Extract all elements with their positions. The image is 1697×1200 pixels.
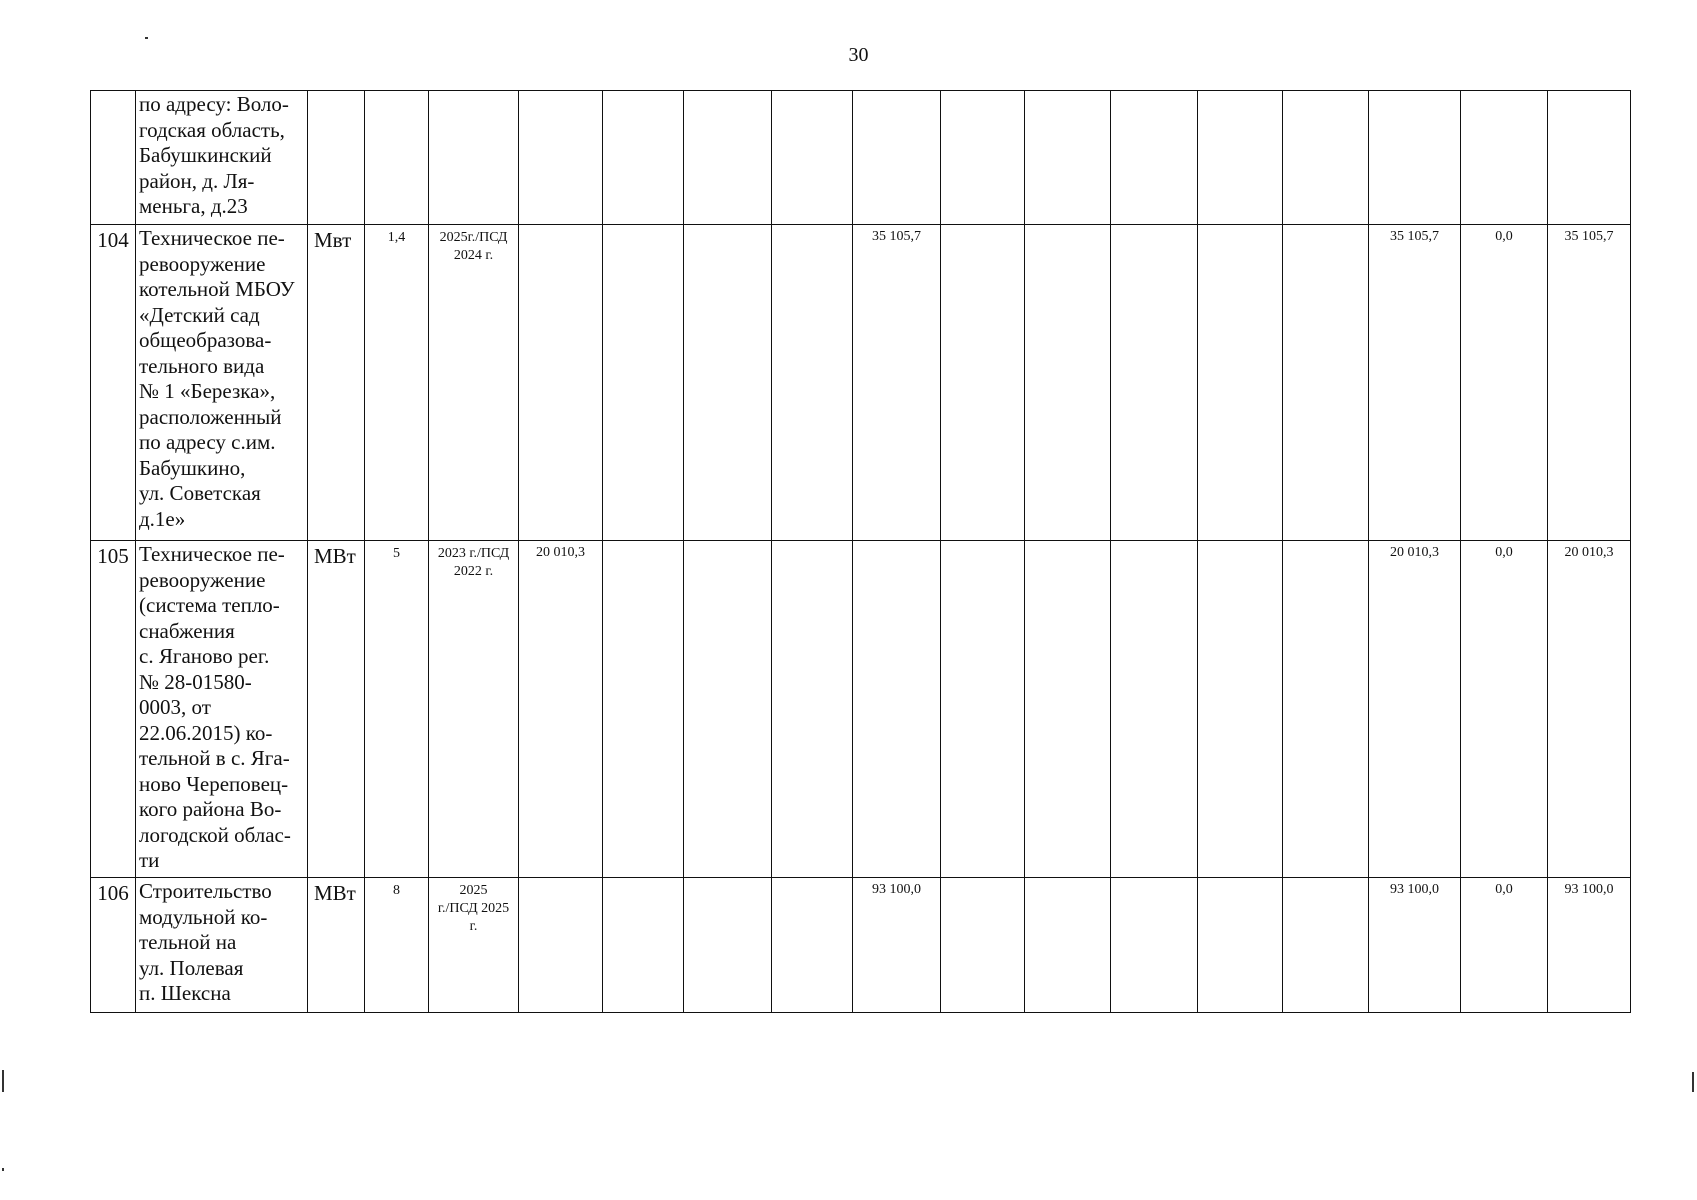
amount-cell <box>684 878 772 1013</box>
amount-cell <box>603 225 684 541</box>
amount-cell <box>1283 541 1369 878</box>
table-row <box>91 91 1631 225</box>
unit-cell <box>308 91 365 225</box>
capacity-cell <box>365 91 429 225</box>
row-number-cell: 104 <box>91 225 136 541</box>
amount-cell <box>603 91 684 225</box>
amount-cell: 35 105,7 <box>1369 225 1461 541</box>
table-row <box>91 541 1631 878</box>
object-name-cell: по адресу: Воло- годская область, Бабушкинский район, д. Ля- меньга, д.23 <box>136 91 308 225</box>
object-name-cell: Техническое пе- ревооружение котельной МБОУ «Детский сад общеобразова- тельного вида № 1 «Березка», расположенный по адресу с.им. Бабушкино, ул. Советская д.1е» <box>136 225 308 541</box>
amount-cell <box>941 878 1025 1013</box>
amount-cell: 20 010,3 <box>1548 541 1631 878</box>
amount-cell <box>1111 91 1198 225</box>
period-cell: 2023 г./ПСД 2022 г. <box>429 541 519 878</box>
amount-cell: 20 010,3 <box>519 541 603 878</box>
amount-cell: 35 105,7 <box>853 225 941 541</box>
table-row <box>91 878 1631 1013</box>
amount-cell <box>1025 878 1111 1013</box>
object-name-cell: Строительство модульной ко- тельной на ул. Полевая п. Шексна <box>136 878 308 1013</box>
amount-cell <box>1283 225 1369 541</box>
unit-cell: МВт <box>308 541 365 878</box>
amount-cell <box>1283 878 1369 1013</box>
amount-cell: 93 100,0 <box>1369 878 1461 1013</box>
amount-cell <box>1111 878 1198 1013</box>
amount-cell <box>1025 541 1111 878</box>
amount-cell: 93 100,0 <box>853 878 941 1013</box>
amount-cell <box>1283 91 1369 225</box>
amount-cell: 20 010,3 <box>1369 541 1461 878</box>
amount-cell <box>941 91 1025 225</box>
amount-cell <box>1111 541 1198 878</box>
amount-cell: 93 100,0 <box>1548 878 1631 1013</box>
amount-cell <box>853 91 941 225</box>
scan-speck <box>2 1070 4 1092</box>
amount-cell <box>1461 91 1548 225</box>
amount-cell: 0,0 <box>1461 225 1548 541</box>
amount-cell <box>603 878 684 1013</box>
amount-cell <box>772 225 853 541</box>
capacity-cell: 8 <box>365 878 429 1013</box>
amount-cell <box>1198 91 1283 225</box>
scan-speck <box>2 1168 4 1171</box>
amount-cell <box>684 225 772 541</box>
table-row <box>91 225 1631 541</box>
amount-cell: 0,0 <box>1461 541 1548 878</box>
period-cell: 2025г./ПСД 2024 г. <box>429 225 519 541</box>
scan-speck <box>1692 1072 1694 1092</box>
amount-cell <box>1198 225 1283 541</box>
amount-cell <box>519 225 603 541</box>
period-cell <box>429 91 519 225</box>
amount-cell <box>1198 878 1283 1013</box>
capacity-cell: 1,4 <box>365 225 429 541</box>
amount-cell <box>941 541 1025 878</box>
amount-cell <box>1198 541 1283 878</box>
amount-cell <box>1025 91 1111 225</box>
amount-cell: 35 105,7 <box>1548 225 1631 541</box>
amount-cell <box>772 878 853 1013</box>
period-cell: 2025 г./ПСД 2025 г. <box>429 878 519 1013</box>
amount-cell <box>941 225 1025 541</box>
amount-cell <box>684 541 772 878</box>
page-number: 30 <box>848 44 869 66</box>
investment-program-table <box>90 90 1631 1013</box>
amount-cell <box>1548 91 1631 225</box>
amount-cell <box>1025 225 1111 541</box>
amount-cell <box>853 541 941 878</box>
amount-cell <box>519 91 603 225</box>
amount-cell <box>684 91 772 225</box>
object-name-cell: Техническое пе- ревооружение (система тепло- снабжения с. Яганово рег. № 28-01580- 0003, от 22.06.2015) ко- тельной в с. Яга- ново Череповец- кого района Во- логодской облас- ти <box>136 541 308 878</box>
unit-cell: МВт <box>308 878 365 1013</box>
row-number-cell: 105 <box>91 541 136 878</box>
amount-cell <box>519 878 603 1013</box>
capacity-cell: 5 <box>365 541 429 878</box>
amount-cell <box>603 541 684 878</box>
row-number-cell <box>91 91 136 225</box>
row-number-cell: 106 <box>91 878 136 1013</box>
unit-cell: Мвт <box>308 225 365 541</box>
amount-cell <box>1111 225 1198 541</box>
amount-cell: 0,0 <box>1461 878 1548 1013</box>
amount-cell <box>772 541 853 878</box>
amount-cell <box>1369 91 1461 225</box>
scan-speck <box>145 37 148 39</box>
amount-cell <box>772 91 853 225</box>
